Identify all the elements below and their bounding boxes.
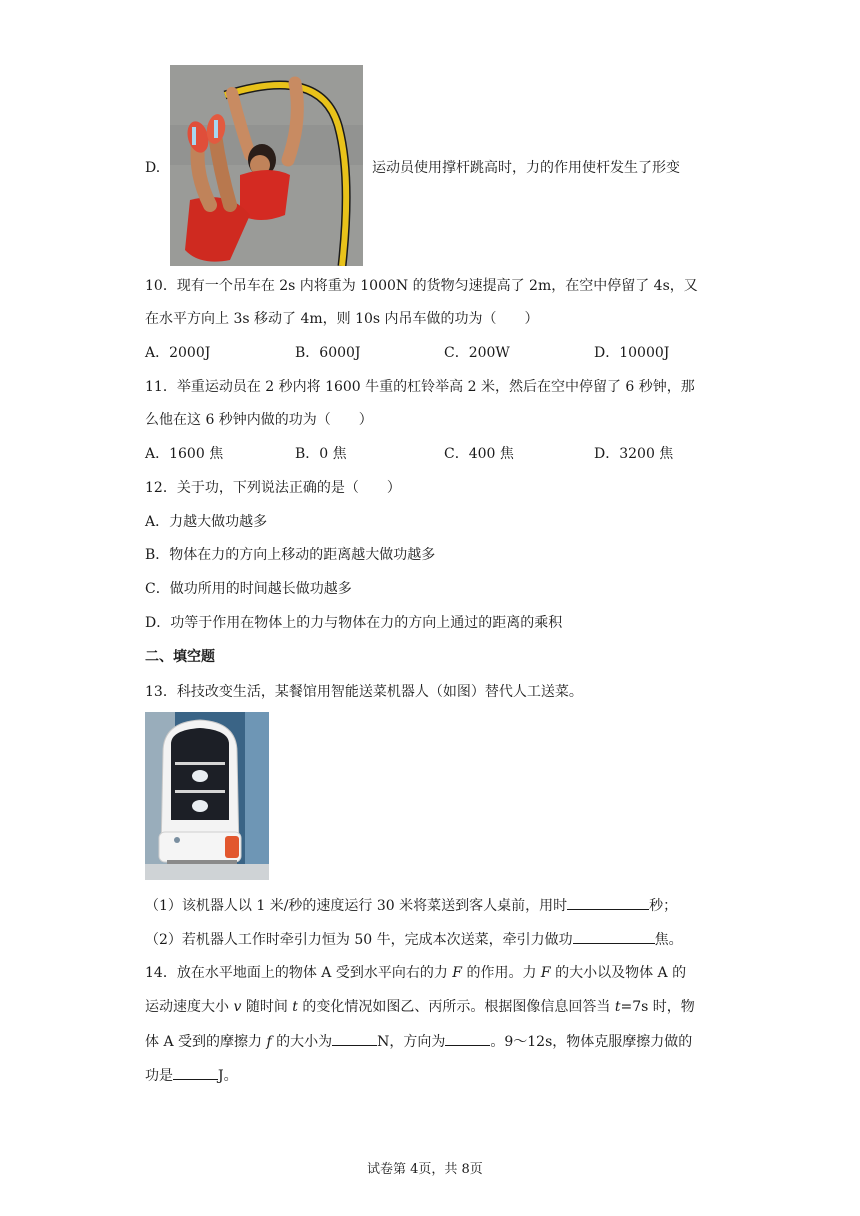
q14-l3-text-c: N，方向为 <box>377 1034 446 1050</box>
q13-sub2-unit: 焦。 <box>654 932 683 948</box>
q14-l2-text-a: 运动速度大小 <box>145 999 234 1015</box>
q14-l2-text-c: 的变化情况如图乙、丙所示。根据图像信息回答当 <box>297 999 615 1015</box>
q14-line1 <box>145 963 686 983</box>
q14-l4-text-a: 功是 <box>145 1068 173 1084</box>
q14-symbol-v: v <box>233 999 242 1015</box>
option-d-label: D. <box>145 160 161 176</box>
q14-l1-text-c: 的大小以及物体 A 的 <box>550 965 687 981</box>
q14-l3-text-b: 的大小为 <box>271 1034 333 1050</box>
q10-option-c: C．200W <box>444 345 510 361</box>
q12-option-b: B．物体在力的方向上移动的距离越大做功越多 <box>145 547 436 563</box>
q14-l1-text-b: 的作用。力 <box>462 965 541 981</box>
q14-l3-text-d: 。9～12s，物体克服摩擦力做的 <box>490 1034 693 1050</box>
q10-option-d: D．10000J <box>594 345 670 361</box>
q14-l3-text-a: 体 A 受到的摩擦力 <box>145 1034 267 1050</box>
q13-sub2 <box>145 929 683 950</box>
q14-symbol-F2: F <box>540 965 551 981</box>
q13-stem: 13．科技改变生活，某餐馆用智能送菜机器人（如图）替代人工送菜。 <box>145 684 583 700</box>
q14-l4-text-b: J。 <box>218 1068 238 1084</box>
q12-option-c: C．做功所用的时间越长做功越多 <box>145 581 352 597</box>
q14-blank-work[interactable] <box>173 1065 218 1080</box>
q14-l2-text-d: =7s 时，物 <box>620 999 695 1015</box>
q10-option-a: A．2000J <box>145 345 211 361</box>
q14-l2-text-b: 随时间 <box>241 999 293 1015</box>
q12-stem: 12．关于功，下列说法正确的是（ ） <box>145 480 401 496</box>
page-footer: 试卷第 4页，共 8页 <box>367 1162 483 1177</box>
q14-symbol-t: t <box>292 999 298 1015</box>
option-d-text: 运动员使用撑杆跳高时，力的作用使杆发生了形变 <box>372 160 680 176</box>
q11-option-c: C．400 焦 <box>444 446 514 462</box>
q11-option-b: B．0 焦 <box>295 446 347 462</box>
q14-symbol-F: F <box>452 965 462 981</box>
q14-symbol-t2: t <box>614 999 621 1015</box>
q11-option-d: D．3200 焦 <box>594 446 674 462</box>
q14-line2 <box>145 997 695 1017</box>
q13-sub2-blank[interactable] <box>573 929 655 944</box>
q10-stem-line2: 在水平方向上 3s 移动了 4m，则 10s 内吊车做的功为（ ） <box>145 311 539 327</box>
robot-photo <box>145 712 269 880</box>
q10-option-b: B．6000J <box>295 345 361 361</box>
q11-option-a: A．1600 焦 <box>145 446 224 462</box>
q13-sub1-unit: 秒； <box>649 898 678 914</box>
pole-vault-photo <box>170 65 363 266</box>
q12-option-a: A．力越大做功越多 <box>145 514 268 530</box>
q11-stem-line1: 11．举重运动员在 2 秒内将 1600 牛重的杠铃举高 2 米，然后在空中停留了 6 秒钟，那 <box>145 379 695 395</box>
robot-illustration <box>145 712 269 880</box>
q14-line4 <box>145 1065 238 1086</box>
q13-sub1-blank[interactable] <box>567 895 649 910</box>
section-title-fill-in: 二、填空题 <box>145 649 215 665</box>
q14-symbol-f: f <box>266 1034 272 1050</box>
q13-sub1 <box>145 895 677 916</box>
q13-sub2-text: （2）若机器人工作时牵引力恒为 50 牛，完成本次送菜，牵引力做功 <box>145 932 573 948</box>
q12-option-d: D．功等于作用在物体上的力与物体在力的方向上通过的距离的乘积 <box>145 615 563 631</box>
pole-vault-illustration <box>170 65 363 266</box>
q14-l1-text-a: 14．放在水平地面上的物体 A 受到水平向右的力 <box>145 965 453 981</box>
q13-sub1-text: （1）该机器人以 1 米/秒的速度运行 30 米将菜送到客人桌前，用时 <box>145 898 568 914</box>
q14-line3 <box>145 1031 692 1052</box>
q14-blank-direction[interactable] <box>445 1031 490 1046</box>
q10-stem-line1: 10．现有一个吊车在 2s 内将重为 1000N 的货物匀速提高了 2m，在空中停留了 4s，又 <box>145 278 698 294</box>
q11-stem-line2: 么他在这 6 秒钟内做的功为（ ） <box>145 412 373 428</box>
q14-blank-friction[interactable] <box>332 1031 377 1046</box>
